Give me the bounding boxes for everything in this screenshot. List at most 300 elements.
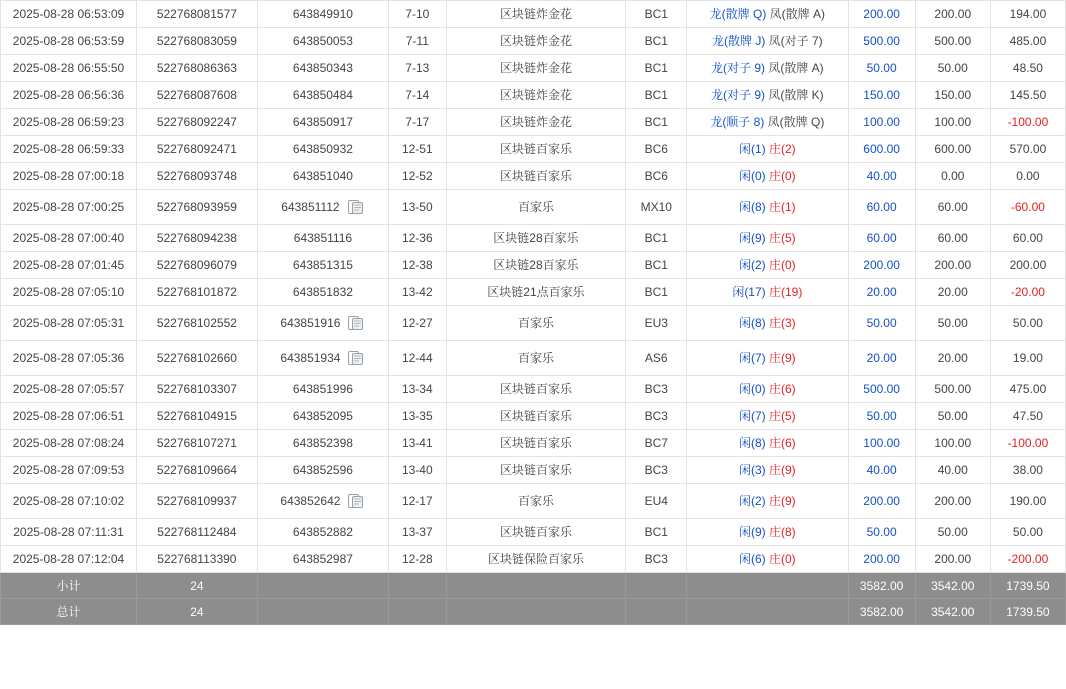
cell-game: 区块链炸金花 — [446, 82, 626, 109]
cell-order-no: 522768087608 — [136, 82, 257, 109]
cell-bet-detail — [687, 225, 848, 252]
round-no-text: 643852398 — [292, 436, 353, 450]
summary-row — [1, 599, 1066, 625]
cell-result: 190.00 — [990, 484, 1065, 519]
table-row — [1, 28, 1066, 55]
bet-detail-segment: 闲(8) — [738, 316, 766, 330]
cell-bet-detail — [687, 136, 848, 163]
cell-bet-amount: 500.00 — [848, 376, 915, 403]
cell-bet-amount: 40.00 — [848, 163, 915, 190]
cell-time: 2025-08-28 06:53:09 — [1, 1, 137, 28]
cell-valid-amount: 50.00 — [915, 306, 990, 341]
cell-round-no — [257, 190, 388, 225]
round-no-text: 643852882 — [292, 525, 353, 539]
cell-time: 2025-08-28 07:00:40 — [1, 225, 137, 252]
cell-order-no: 522768092247 — [136, 109, 257, 136]
bet-detail-segment: 庄(8) — [769, 525, 796, 539]
cell-dealer: MX10 — [626, 190, 687, 225]
cell-order-no: 522768094238 — [136, 225, 257, 252]
cell-table-seat: 7-11 — [389, 28, 446, 55]
cell-dealer: BC1 — [626, 82, 687, 109]
cell-bet-detail — [687, 279, 848, 306]
cell-time: 2025-08-28 07:10:02 — [1, 484, 137, 519]
cell-game: 区块链炸金花 — [446, 1, 626, 28]
table-row — [1, 190, 1066, 225]
cell-dealer: BC6 — [626, 163, 687, 190]
bet-detail-segment: 庄(2) — [769, 142, 796, 156]
bet-detail-segment: 龙(对子 9) — [710, 88, 765, 102]
bet-records-body — [1, 1, 1066, 625]
round-no-text: 643851916 — [280, 316, 341, 330]
bet-detail-segment: 龙(对子 9) — [710, 61, 765, 75]
cell-table-seat: 7-13 — [389, 55, 446, 82]
cell-result: 50.00 — [990, 306, 1065, 341]
bet-detail-segment: 闲(7) — [738, 351, 766, 365]
cell-bet-amount: 200.00 — [848, 252, 915, 279]
bet-detail-segment: 闲(0) — [738, 382, 766, 396]
cell-bet-detail — [687, 306, 848, 341]
cell-result: 200.00 — [990, 252, 1065, 279]
cell-table-seat: 12-36 — [389, 225, 446, 252]
summary-empty — [626, 573, 687, 599]
cell-dealer: BC1 — [626, 28, 687, 55]
cell-game: 百家乐 — [446, 341, 626, 376]
card-history-icon[interactable] — [348, 494, 365, 508]
cell-game: 区块链百家乐 — [446, 403, 626, 430]
cell-table-seat: 7-10 — [389, 1, 446, 28]
cell-dealer: BC1 — [626, 55, 687, 82]
cell-result: 0.00 — [990, 163, 1065, 190]
cell-valid-amount: 50.00 — [915, 519, 990, 546]
cell-bet-amount: 20.00 — [848, 341, 915, 376]
cell-order-no: 522768104915 — [136, 403, 257, 430]
cell-result: -100.00 — [990, 109, 1065, 136]
cell-time: 2025-08-28 07:05:57 — [1, 376, 137, 403]
cell-round-no — [257, 519, 388, 546]
summary-empty — [687, 573, 848, 599]
cell-time: 2025-08-28 07:09:53 — [1, 457, 137, 484]
bet-detail-segment: 庄(9) — [769, 351, 796, 365]
cell-time: 2025-08-28 07:01:45 — [1, 252, 137, 279]
round-no-text: 643851934 — [280, 351, 341, 365]
cell-round-no — [257, 430, 388, 457]
cell-table-seat: 13-41 — [389, 430, 446, 457]
bet-detail-segment: 凤(对子 7) — [768, 34, 823, 48]
table-row — [1, 279, 1066, 306]
cell-dealer: BC1 — [626, 109, 687, 136]
cell-result: 194.00 — [990, 1, 1065, 28]
cell-bet-amount: 600.00 — [848, 136, 915, 163]
table-row — [1, 341, 1066, 376]
cell-bet-detail — [687, 109, 848, 136]
cell-valid-amount: 200.00 — [915, 546, 990, 573]
cell-game: 区块链百家乐 — [446, 163, 626, 190]
bet-detail-segment: 龙(散牌 Q) — [709, 7, 767, 21]
cell-result: 145.50 — [990, 82, 1065, 109]
card-history-icon[interactable] — [348, 316, 365, 330]
cell-round-no — [257, 403, 388, 430]
round-no-text: 643852095 — [292, 409, 353, 423]
cell-valid-amount: 150.00 — [915, 82, 990, 109]
summary-count: 24 — [136, 573, 257, 599]
cell-time: 2025-08-28 07:12:04 — [1, 546, 137, 573]
cell-dealer: BC1 — [626, 1, 687, 28]
summary-empty — [446, 573, 626, 599]
cell-order-no: 522768096079 — [136, 252, 257, 279]
cell-dealer: BC1 — [626, 225, 687, 252]
table-row — [1, 109, 1066, 136]
summary-count: 24 — [136, 599, 257, 625]
cell-time: 2025-08-28 07:00:25 — [1, 190, 137, 225]
cell-game: 区块链28百家乐 — [446, 225, 626, 252]
cell-bet-detail — [687, 252, 848, 279]
cell-bet-detail — [687, 376, 848, 403]
cell-game: 百家乐 — [446, 190, 626, 225]
round-no-text: 643850343 — [292, 61, 353, 75]
round-no-text: 643851112 — [281, 200, 340, 214]
summary-empty — [389, 573, 446, 599]
cell-time: 2025-08-28 07:05:36 — [1, 341, 137, 376]
summary-result: 1739.50 — [990, 573, 1065, 599]
cell-result: -100.00 — [990, 430, 1065, 457]
summary-row — [1, 573, 1066, 599]
table-row — [1, 430, 1066, 457]
cell-valid-amount: 20.00 — [915, 341, 990, 376]
cell-dealer: BC1 — [626, 279, 687, 306]
cell-dealer: BC6 — [626, 136, 687, 163]
cell-bet-amount: 200.00 — [848, 546, 915, 573]
round-no-text: 643850917 — [292, 115, 353, 129]
table-row — [1, 519, 1066, 546]
table-row — [1, 136, 1066, 163]
cell-bet-detail — [687, 163, 848, 190]
cell-bet-detail — [687, 403, 848, 430]
summary-empty — [446, 599, 626, 625]
cell-order-no: 522768102552 — [136, 306, 257, 341]
bet-detail-segment: 庄(5) — [769, 409, 796, 423]
bet-detail-segment: 闲(1) — [738, 142, 766, 156]
summary-empty — [257, 599, 388, 625]
card-history-icon[interactable] — [348, 351, 365, 365]
cell-order-no: 522768112484 — [136, 519, 257, 546]
cell-round-no — [257, 484, 388, 519]
table-row — [1, 1, 1066, 28]
bet-detail-segment: 凤(散牌 A) — [768, 61, 824, 75]
cell-bet-detail — [687, 430, 848, 457]
cell-result: -60.00 — [990, 190, 1065, 225]
bet-detail-segment: 庄(6) — [769, 382, 796, 396]
table-row — [1, 376, 1066, 403]
cell-dealer: BC1 — [626, 252, 687, 279]
bet-detail-segment: 庄(3) — [769, 316, 796, 330]
cell-round-no — [257, 225, 388, 252]
cell-game: 区块链保险百家乐 — [446, 546, 626, 573]
cell-dealer: EU4 — [626, 484, 687, 519]
bet-detail-segment: 庄(6) — [769, 436, 796, 450]
bet-detail-segment: 庄(9) — [769, 463, 796, 477]
cell-valid-amount: 50.00 — [915, 403, 990, 430]
cell-result: 19.00 — [990, 341, 1065, 376]
cell-table-seat: 13-34 — [389, 376, 446, 403]
cell-time: 2025-08-28 07:08:24 — [1, 430, 137, 457]
cell-table-seat: 13-42 — [389, 279, 446, 306]
cell-table-seat: 12-44 — [389, 341, 446, 376]
cell-dealer: BC7 — [626, 430, 687, 457]
cell-result: -20.00 — [990, 279, 1065, 306]
cell-round-no — [257, 163, 388, 190]
cell-game: 百家乐 — [446, 484, 626, 519]
table-row — [1, 484, 1066, 519]
cell-dealer: BC3 — [626, 546, 687, 573]
table-row — [1, 82, 1066, 109]
cell-valid-amount: 60.00 — [915, 225, 990, 252]
bet-detail-segment: 闲(8) — [738, 436, 766, 450]
cell-result: 475.00 — [990, 376, 1065, 403]
cell-bet-detail — [687, 82, 848, 109]
bet-detail-segment: 庄(19) — [769, 285, 803, 299]
bet-detail-segment: 凤(散牌 K) — [768, 88, 824, 102]
cell-bet-detail — [687, 28, 848, 55]
bet-detail-segment: 闲(0) — [738, 169, 766, 183]
round-no-text: 643852596 — [292, 463, 353, 477]
cell-bet-detail — [687, 190, 848, 225]
cell-bet-amount: 60.00 — [848, 190, 915, 225]
table-row — [1, 55, 1066, 82]
cell-time: 2025-08-28 06:55:50 — [1, 55, 137, 82]
cell-round-no — [257, 109, 388, 136]
bet-detail-segment: 龙(顺子 8) — [710, 115, 765, 129]
cell-time: 2025-08-28 07:06:51 — [1, 403, 137, 430]
summary-empty — [687, 599, 848, 625]
round-no-text: 643852642 — [280, 494, 341, 508]
cell-game: 百家乐 — [446, 306, 626, 341]
cell-time: 2025-08-28 07:11:31 — [1, 519, 137, 546]
cell-game: 区块链百家乐 — [446, 376, 626, 403]
cell-order-no: 522768103307 — [136, 376, 257, 403]
cell-game: 区块链炸金花 — [446, 55, 626, 82]
bet-detail-segment: 闲(8) — [738, 200, 766, 214]
cell-bet-detail — [687, 1, 848, 28]
round-no-text: 643849910 — [292, 7, 353, 21]
cell-bet-detail — [687, 457, 848, 484]
cell-round-no — [257, 55, 388, 82]
summary-empty — [626, 599, 687, 625]
cell-game: 区块链炸金花 — [446, 109, 626, 136]
bet-detail-segment: 闲(9) — [738, 231, 766, 245]
round-no-text: 643850484 — [292, 88, 353, 102]
cell-table-seat: 13-50 — [389, 190, 446, 225]
cell-valid-amount: 200.00 — [915, 484, 990, 519]
table-row — [1, 163, 1066, 190]
cell-round-no — [257, 136, 388, 163]
cell-round-no — [257, 252, 388, 279]
round-no-text: 643851116 — [293, 231, 353, 245]
cell-result: 38.00 — [990, 457, 1065, 484]
cell-valid-amount: 600.00 — [915, 136, 990, 163]
cell-valid-amount: 200.00 — [915, 1, 990, 28]
cell-round-no — [257, 546, 388, 573]
bet-detail-segment: 龙(散牌 J) — [711, 34, 766, 48]
cell-bet-detail — [687, 546, 848, 573]
cell-time: 2025-08-28 06:56:36 — [1, 82, 137, 109]
cell-bet-detail — [687, 519, 848, 546]
cell-game: 区块链百家乐 — [446, 457, 626, 484]
cell-bet-amount: 200.00 — [848, 1, 915, 28]
bet-detail-segment: 闲(2) — [738, 494, 766, 508]
cell-bet-amount: 100.00 — [848, 109, 915, 136]
cell-game: 区块链百家乐 — [446, 519, 626, 546]
cell-order-no: 522768086363 — [136, 55, 257, 82]
cell-bet-amount: 40.00 — [848, 457, 915, 484]
cell-time: 2025-08-28 07:00:18 — [1, 163, 137, 190]
bet-detail-segment: 闲(17) — [732, 285, 766, 299]
table-row — [1, 403, 1066, 430]
bet-detail-segment: 庄(0) — [769, 169, 796, 183]
cell-table-seat: 12-28 — [389, 546, 446, 573]
cell-order-no: 522768083059 — [136, 28, 257, 55]
bet-detail-segment: 庄(0) — [769, 552, 796, 566]
cell-dealer: EU3 — [626, 306, 687, 341]
cell-bet-amount: 50.00 — [848, 403, 915, 430]
cell-time: 2025-08-28 07:05:10 — [1, 279, 137, 306]
cell-bet-amount: 50.00 — [848, 55, 915, 82]
bet-detail-segment: 庄(9) — [769, 494, 796, 508]
cell-order-no: 522768092471 — [136, 136, 257, 163]
cell-valid-amount: 100.00 — [915, 430, 990, 457]
cell-order-no: 522768081577 — [136, 1, 257, 28]
cell-table-seat: 12-38 — [389, 252, 446, 279]
cell-valid-amount: 60.00 — [915, 190, 990, 225]
cell-bet-amount: 50.00 — [848, 306, 915, 341]
cell-valid-amount: 500.00 — [915, 28, 990, 55]
cell-table-seat: 12-27 — [389, 306, 446, 341]
cell-valid-amount: 500.00 — [915, 376, 990, 403]
cell-bet-amount: 20.00 — [848, 279, 915, 306]
cell-round-no — [257, 341, 388, 376]
cell-bet-amount: 500.00 — [848, 28, 915, 55]
cell-game: 区块链炸金花 — [446, 28, 626, 55]
summary-result: 1739.50 — [990, 599, 1065, 625]
cell-result: 60.00 — [990, 225, 1065, 252]
bet-detail-segment: 庄(0) — [769, 258, 796, 272]
bet-detail-segment: 闲(3) — [738, 463, 766, 477]
round-no-text: 643850053 — [292, 34, 353, 48]
cell-bet-amount: 50.00 — [848, 519, 915, 546]
round-no-text: 643851315 — [292, 258, 353, 272]
cell-valid-amount: 20.00 — [915, 279, 990, 306]
cell-table-seat: 13-37 — [389, 519, 446, 546]
bet-detail-segment: 凤(散牌 A) — [769, 7, 826, 21]
cell-order-no: 522768102660 — [136, 341, 257, 376]
cell-time: 2025-08-28 06:59:23 — [1, 109, 137, 136]
summary-bet-amount: 3582.00 — [848, 599, 915, 625]
cell-round-no — [257, 82, 388, 109]
cell-bet-amount: 200.00 — [848, 484, 915, 519]
cell-round-no — [257, 306, 388, 341]
bet-detail-segment: 闲(2) — [738, 258, 766, 272]
cell-table-seat: 12-52 — [389, 163, 446, 190]
table-row — [1, 306, 1066, 341]
summary-empty — [389, 599, 446, 625]
cell-table-seat: 13-40 — [389, 457, 446, 484]
cell-order-no: 522768107271 — [136, 430, 257, 457]
cell-valid-amount: 40.00 — [915, 457, 990, 484]
bet-detail-segment: 庄(5) — [769, 231, 796, 245]
cell-result: 47.50 — [990, 403, 1065, 430]
summary-valid-amount: 3542.00 — [915, 599, 990, 625]
cell-table-seat: 7-17 — [389, 109, 446, 136]
cell-bet-amount: 100.00 — [848, 430, 915, 457]
cell-result: 48.50 — [990, 55, 1065, 82]
cell-round-no — [257, 1, 388, 28]
summary-label: 小计 — [1, 573, 137, 599]
bet-detail-segment: 庄(1) — [769, 200, 796, 214]
cell-valid-amount: 100.00 — [915, 109, 990, 136]
summary-bet-amount: 3582.00 — [848, 573, 915, 599]
table-row — [1, 225, 1066, 252]
cell-bet-detail — [687, 341, 848, 376]
cell-round-no — [257, 279, 388, 306]
cell-round-no — [257, 28, 388, 55]
round-no-text: 643850932 — [292, 142, 353, 156]
cell-bet-detail — [687, 484, 848, 519]
cell-dealer: BC3 — [626, 457, 687, 484]
cell-bet-detail — [687, 55, 848, 82]
bet-detail-segment: 闲(9) — [738, 525, 766, 539]
cell-result: -200.00 — [990, 546, 1065, 573]
cell-order-no: 522768109937 — [136, 484, 257, 519]
cell-time: 2025-08-28 06:59:33 — [1, 136, 137, 163]
cell-bet-amount: 60.00 — [848, 225, 915, 252]
cell-game: 区块链28百家乐 — [446, 252, 626, 279]
card-history-icon[interactable] — [348, 200, 365, 214]
cell-order-no: 522768113390 — [136, 546, 257, 573]
cell-table-seat: 13-35 — [389, 403, 446, 430]
cell-valid-amount: 50.00 — [915, 55, 990, 82]
cell-order-no: 522768101872 — [136, 279, 257, 306]
cell-order-no: 522768093748 — [136, 163, 257, 190]
cell-round-no — [257, 457, 388, 484]
round-no-text: 643851040 — [292, 169, 353, 183]
cell-order-no: 522768109664 — [136, 457, 257, 484]
table-row — [1, 546, 1066, 573]
cell-game: 区块链百家乐 — [446, 136, 626, 163]
cell-game: 区块链21点百家乐 — [446, 279, 626, 306]
cell-order-no: 522768093959 — [136, 190, 257, 225]
round-no-text: 643851996 — [292, 382, 353, 396]
cell-table-seat: 12-17 — [389, 484, 446, 519]
cell-dealer: BC3 — [626, 403, 687, 430]
cell-valid-amount: 0.00 — [915, 163, 990, 190]
bet-detail-segment: 闲(6) — [738, 552, 766, 566]
cell-dealer: BC1 — [626, 519, 687, 546]
cell-dealer: AS6 — [626, 341, 687, 376]
cell-time: 2025-08-28 06:53:59 — [1, 28, 137, 55]
cell-dealer: BC3 — [626, 376, 687, 403]
table-row — [1, 457, 1066, 484]
cell-time: 2025-08-28 07:05:31 — [1, 306, 137, 341]
summary-valid-amount: 3542.00 — [915, 573, 990, 599]
bet-detail-segment: 凤(散牌 Q) — [767, 115, 825, 129]
cell-round-no — [257, 376, 388, 403]
round-no-text: 643851832 — [292, 285, 353, 299]
bet-detail-segment: 闲(7) — [738, 409, 766, 423]
cell-result: 485.00 — [990, 28, 1065, 55]
cell-table-seat: 7-14 — [389, 82, 446, 109]
cell-result: 50.00 — [990, 519, 1065, 546]
cell-game: 区块链百家乐 — [446, 430, 626, 457]
cell-valid-amount: 200.00 — [915, 252, 990, 279]
